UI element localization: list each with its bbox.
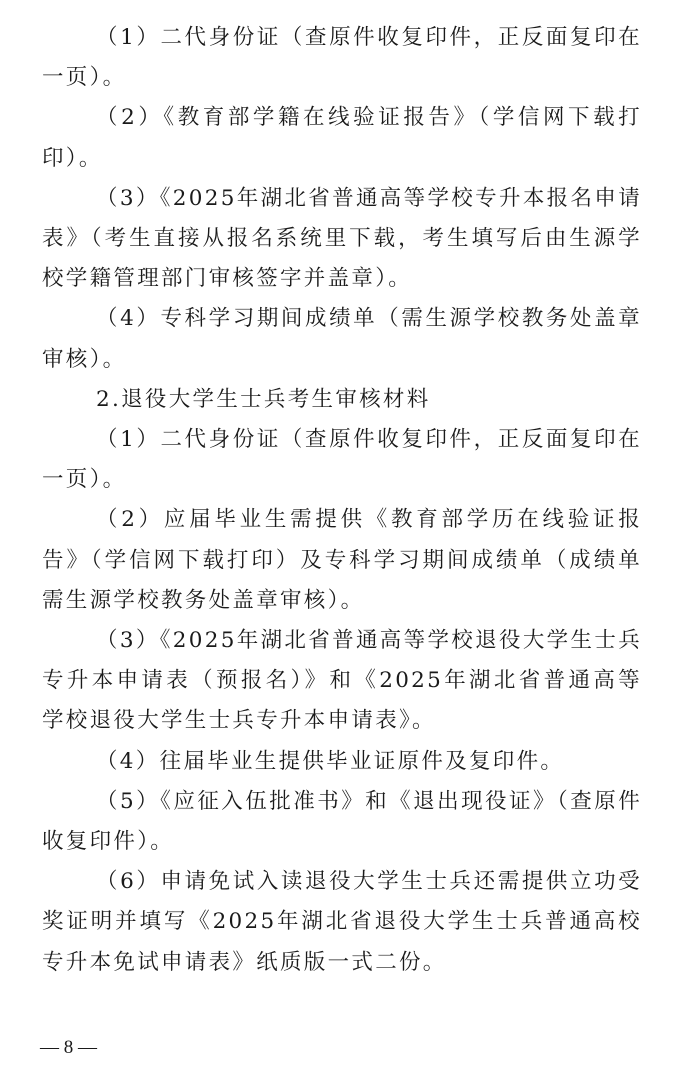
section-paragraph-veteran-forms: （3）《2025年湖北省普通高等学校退役大学生士兵专升本申请表（预报名）》和《2025年湖北省普通高等学校退役大学生士兵专升本申请表》。 [42,628,642,734]
section-paragraph-exemption: （6）申请免试入读退役大学生士兵还需提供立功受奖证明并填写《2025年湖北省退役大学生士兵普通高校专升本免试申请表》纸质版一式二份。 [42,869,642,975]
section-paragraph-degree-report: （2）应届毕业生需提供《教育部学历在线验证报告》（学信网下载打印）及专科学习期间成绩单（成绩单需生源学校教务处盖章审核）。 [42,507,642,613]
section-paragraph-id-card: （1）二代身份证（查原件收复印件，正反面复印在一页）。 [42,427,642,493]
paragraph-transcript: （4）专科学习期间成绩单（需生源学校教务处盖章审核）。 [42,306,642,372]
paragraph-application-form: （3）《2025年湖北省普通高等学校专升本报名申请表》（考生直接从报名系统里下载，考生填写后由生源学校学籍管理部门审核签字并盖章）。 [42,185,642,292]
section-paragraph-diploma: （4）往届毕业生提供毕业证原件及复印件。 [96,748,565,774]
section-heading: 2.退役大学生士兵考生审核材料 [96,386,431,412]
paragraph-id-card: （1）二代身份证（查原件收复印件，正反面复印在一页）。 [42,25,642,91]
paragraph-enrollment-report: （2）《教育部学籍在线验证报告》（学信网下载打印）。 [42,105,642,171]
document-body [42,18,642,983]
page-number: — 8 — [40,1037,97,1058]
section-paragraph-military-docs: （5）《应征入伍批准书》和《退出现役证》（查原件收复印件）。 [42,788,642,855]
